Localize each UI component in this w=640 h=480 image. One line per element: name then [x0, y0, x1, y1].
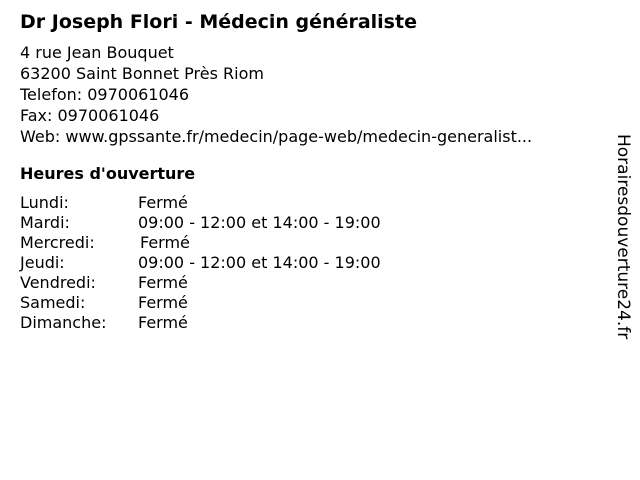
day-hours: 09:00 - 12:00 et 14:00 - 19:00 [138, 213, 381, 232]
day-label: Samedi: [20, 293, 86, 312]
day-hours: 09:00 - 12:00 et 14:00 - 19:00 [138, 253, 381, 272]
day-label: Mardi: [20, 213, 70, 232]
website-link: Web: www.gpssante.fr/medecin/page-web/medecin-generalist... [20, 127, 533, 146]
opening-hours-heading: Heures d'ouverture [20, 164, 196, 183]
page-title: Dr Joseph Flori - Médecin généraliste [20, 11, 417, 33]
day-hours: Fermé [138, 193, 188, 212]
contact-info [20, 42, 532, 147]
day-label: Lundi: [20, 193, 69, 212]
day-hours: Fermé [138, 293, 188, 312]
day-hours: Fermé [140, 233, 190, 252]
day-label: Vendredi: [20, 273, 96, 292]
address-street: 4 rue Jean Bouquet [20, 43, 174, 62]
address-city: 63200 Saint Bonnet Près Riom [20, 64, 264, 83]
day-label: Jeudi: [20, 253, 65, 272]
day-hours: Fermé [138, 313, 188, 332]
phone-number: Telefon: 0970061046 [20, 85, 190, 104]
watermark-text: Horairesdouverture24.fr [613, 134, 633, 340]
day-label: Mercredi: [20, 233, 95, 252]
site-watermark [612, 134, 634, 370]
day-hours: Fermé [138, 273, 188, 292]
day-label: Dimanche: [20, 313, 107, 332]
fax-number: Fax: 0970061046 [20, 106, 160, 125]
